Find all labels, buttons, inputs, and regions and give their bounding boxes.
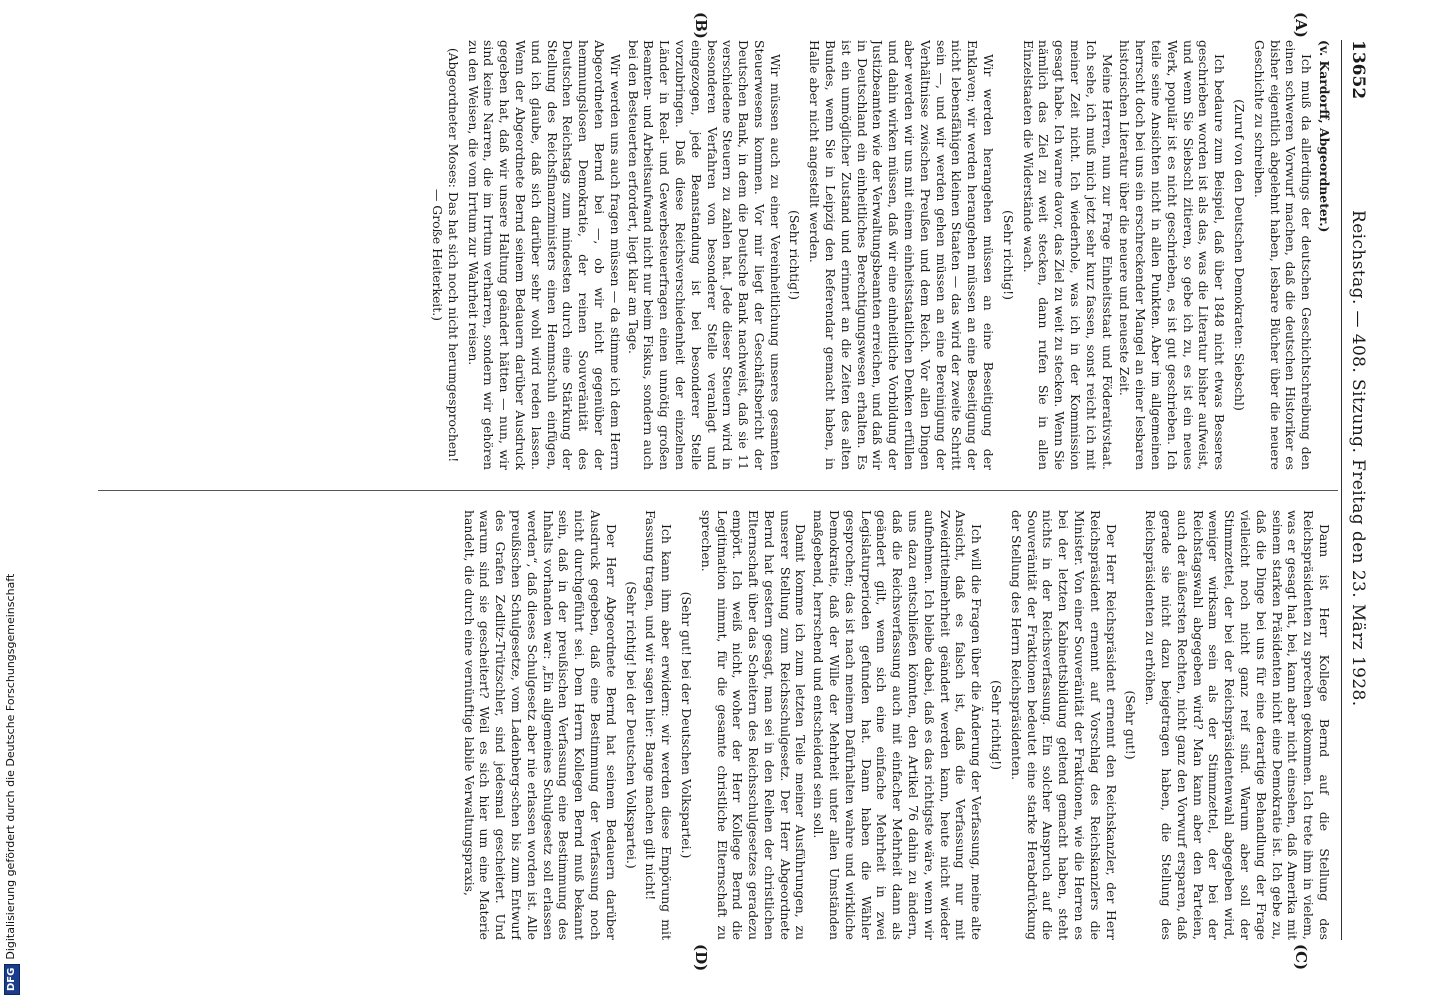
digitization-credit-text: Digitalisierung gefördert durch die Deutsche Forschungsgemeinschaft [4,573,17,960]
digitization-credit-strip [0,0,22,1000]
paragraph: Ich bedaure zum Beispiel, daß über 1848 nicht etwas Besseres geschrieben worden ist als das, was die Literatur bisher aufweist, und wenn Sie Siebschl zitieren, so gebe ich zu, es ist ein neues Werk, populär ist es nicht geschrieben, es ist gut geschrieben. Ich teile seine Ansichten nicht in allen Punkten. Aber im allgemeinen herrscht doch bei uns ein erschreckender Mangel an einer lesbaren historischen Literatur über die neuere und neueste Zeit. [1117,40,1228,470]
left-column [92,40,1332,470]
interjection: (Sehr richtig! bei der Deutschen Volkspartei.) [623,581,639,869]
margin-mark-d: (D) [692,944,710,972]
paragraph: Wir werden herangehen müssen an eine Beseitigung der Enklaven; wir werden herangehen müssen an eine Beseitigung der nicht lebensfähigen kleinen Staaten — das wird der zweite Schritt sein —, und wir werden gehen müssen an eine Bereinigung der Verhältnisse zwischen Preußen und dem Reich. Vor allen Dingen aber werden wir uns mit einem einheitsstaatlichen Denken erfüllen und dahin wirken müssen, daß wir eine einheitliche Vorbildung der Justizbeamten wie der Verwaltungsbeamten erreichen, und daß wir in Deutschland ein einheitliches Berechtigungswesen erhalten. Es ist ein unmöglicher Zustand und erinnert an die Zeiten des alten Bundes, wenn Sie in Leipzig den Referendar gemacht haben, in Halle aber nicht angestellt werden. [807,40,997,470]
interjection: (Zuruf von den Deutschen Demokraten: Siebschl) [1232,99,1248,411]
digitization-credit [2,0,20,995]
margin-mark-a: (A) [1292,12,1310,38]
interjection: (Sehr richtig!) [989,680,1005,770]
interjection: (Sehr gut! bei der Deutschen Volkspartei.) [678,591,694,859]
column-divider [98,490,1338,491]
paragraph: Der Herr Reichspräsident ernennt den Reichskanzler, der Herr Reichspräsident ernennt auf Vorschlag des Reichskanzlers die Minister. Von einer Souveränität der Fraktionen, wie die Herren es bei der letzten Kabinettsbildung geltend gemacht haben, steht nichts in der Reichsverfassung. Ein solcher Anspruch auf die Souveränität der Fraktionen bedeutet eine starke Herabdrückung der Stellung des Herrn Reichspräsidenten. [1008,510,1119,940]
interjection: (Sehr richtig!) [787,210,803,300]
page-header [1344,40,1370,940]
page-title: Reichstag. — 408. Sitzung. Freitag den 23. März 1928. [1348,210,1368,707]
rotated-document-page [90,12,1370,972]
interjection: (Sehr gut!) [1123,690,1139,760]
paragraph: Ich will die Fragen über die Änderung der Verfassung, meine alte Ansicht, daß es falsch ist, daß die Verfassung nur mit Zweidrittelmehrheit geändert werden kann, heute nicht wieder aufnehmen. Ich bleibe dabei, daß es das richtigste wäre, wenn wir uns dazu entschließen könnten, den Artikel 76 dahin zu ändern, daß die Reichsverfassung auch mit einfacher Mehrheit dann als geändert gilt, wenn sich eine einfache Mehrheit in zwei Legislaturperioden gefunden hat. Dann haben die Wähler gesprochen; das ist nach meinem Dafürhalten wahre und wirkliche Demokratie, daß der Wille der Mehrheit unter allen Umständen maßgebend, herrschend und entscheidend sein soll. [811,510,985,940]
paragraph: Wir müssen auch zu einer Vereinheitlichung unseres gesamten Steuerwesens kommen. Vor mir liegt der Geschäftsbericht der Deutschen Bank, in dem die Deutsche Bank nachweist, daß sie 11 verschiedene Steuern zu zahlen hat. Jede dieser Steuern wird in besonderen Verfahren von besonderer Stelle veranlagt und eingezogen, jede Beanstandung ist bei besonderer Stelle vorzubringen. Daß diese Reichsverschiedenheit der einzelnen Länder in Real- und Gewerbesteuerfragen einen unnötig großen Beamten- und Arbeitsaufwand nicht nur beim Fiskus, sondern auch bei den Besteuerten erfordert, liegt klar am Tage. [625,40,783,470]
paragraph: Ich muß da allerdings der deutschen Geschichtschreibung den einen schweren Vorwurf machen, daß die deutschen Historiker es bisher eigentlich abgelehnt haben, lesbare Bücher über die neuere Geschichte zu schreiben. [1251,40,1315,470]
paragraph: Der Herr Abgeordnete Bernd hat seinem Bedauern darüber Ausdruck gegeben, daß eine Bestimmung der Verfassung noch nicht durchgeführt sei. Dem Herrn Kollegen Bernd muß bekannt sein, daß in der preußischen Verfassung eine Bestimmung des Inhalts vorhanden war: „Ein allgemeines Schulgesetz soll erlassen werden“, daß dieses Schulgesetz aber nie erlassen worden ist. Alle preußischen Schulgesetze, vom Ladenberg-schen bis zum Entwurf des Grafen Zedlitz-Trützschler, sind jedesmal gescheitert. Und warum sind sie gescheitert? Weil es sich hier um eine Materie handelt, die durch eine vernünftige labile Verwaltungspraxis, [461,510,619,940]
dfg-logo: DFG [4,964,20,995]
paragraph: Ich kann ihm aber erwidern: wir werden diese Empörung mit Fassung tragen, und wir sagen hier: Bange machen gilt nicht! [643,510,675,940]
paragraph: Damit komme ich zum letzten Teile meiner Ausführungen, zu unserer Stellung zum Reichsschulgesetz. Der Herr Abgeordnete Bernd hat gestern gesagt, man sei in den Reihen der christlichen Elternschaft über das Scheitern des Reichsschulgesetzes geradezu empört. Ich weiß nicht, woher der Herr Kollege Bernd die Legitimation nimmt, für die gesamte christliche Elternschaft zu sprechen. [698,510,809,940]
interjection: (Abgeordneter Moses: Das hat sich noch nicht herumgesprochen! — Große Heiterkeit.) [429,47,461,463]
page-number: 13652 [1348,40,1368,100]
margin-mark-b: (B) [692,12,710,39]
paragraph: Meine Herren, nun zur Frage Einheitsstaat und Föderativstaat. Ich sehe, ich muß mich jetzt sehr kurz fassen, sonst reicht ich mit meiner Zeit nicht. Ich wiederhole, was ich in der Kommission gesagt habe. Ich warne davor, das Ziel zu weit zu stecken. Wenn Sie nämlich das Ziel zu weit stecken, dann rufen Sie in allen Einzelstaaten die Widerstände wach. [1020,40,1115,470]
header-rule [1341,40,1342,940]
paragraph: Dann ist Herr Kollege Bernd auf die Stellung des Reichspräsidenten zu sprechen gekommen. Ich trete ihm in vielem, was er gesagt hat, bei, kann aber nicht einsehen, daß Amerika mit seinem starken Präsidenten nicht eine Demokratie ist. Ich gebe zu, daß die Dinge bei uns für eine derartige Behandlung der Frage vielleicht noch nicht ganz reif sind. Warum aber soll der Stimmzettel, der bei der Reichspräsidentenwahl abgegeben wird, weniger wirksam sein als der Stimmzettel, der bei der Reichstagswahl abgegeben wird? Man kann aber den Parteien, auch der äußersten Rechten, nicht ganz den Vorwurf ersparen, daß gerade sie nicht dazu beigetragen haben, die Stellung des Reichspräsidenten zu erhöhen. [1143,510,1332,940]
speaker-line: (v. Kardorff, Abgeordneter.) [1317,40,1332,233]
right-column [92,510,1332,940]
interjection: (Sehr richtig!) [1000,210,1016,300]
margin-mark-c: (C) [1292,944,1310,971]
paragraph: Wir werden uns auch fragen müssen — da stimme ich dem Herrn Abgeordneten Bernd bei —, ob wir nicht gegenüber der hemmungslosen Demokratie, der reinen Souveränität des Deutschen Reichstags zum mindesten durch eine Stärkung der Stellung des Reichsfinanzministers einen Hemmschuh einfügen, und ich glaube, daß sich darüber sehr wohl wird reden lassen. Wenn der Abgeordnete Bernd seinem Bedauern darüber Ausdruck gegeben hat, daß wir unsere Haltung geändert hätten — nun, wir sind keine Narren, die im Irrtum verharren, sondern wir gehören zu den Weisen, die vom Irrtum zur Wahrheit reisen. [465,40,623,470]
